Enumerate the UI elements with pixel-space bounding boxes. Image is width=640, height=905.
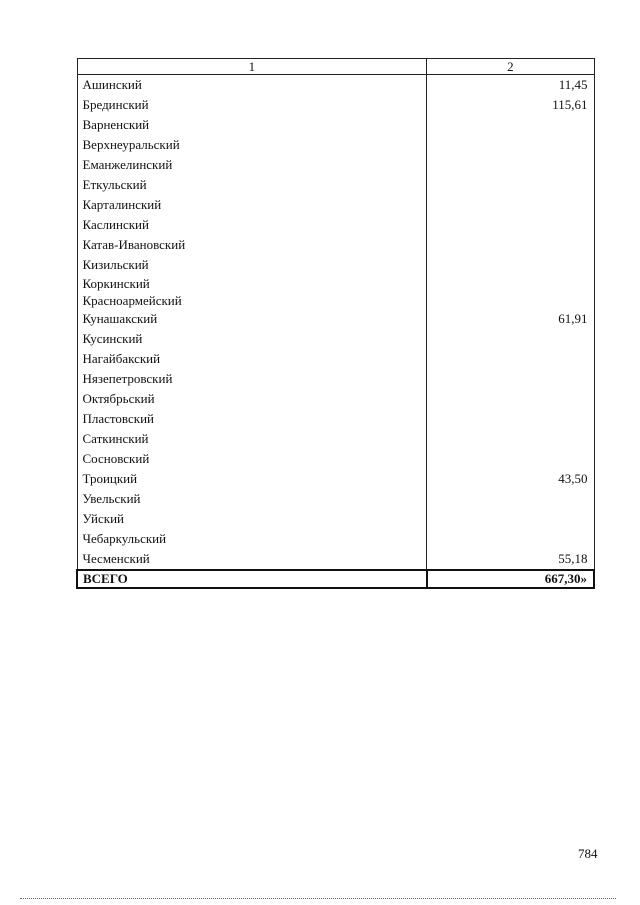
table-header-row (77, 59, 594, 75)
row-value (427, 155, 594, 175)
row-name: Варненский (77, 115, 427, 135)
row-value: 43,50 (427, 469, 594, 489)
row-value (427, 329, 594, 349)
row-name: Пластовский (77, 409, 427, 429)
row-name: Еманжелинский (77, 155, 427, 175)
row-value (427, 509, 594, 529)
table-row (77, 489, 594, 509)
row-name: Чебаркульский (77, 529, 427, 549)
row-value (427, 389, 594, 409)
table-row (77, 175, 594, 195)
total-label: ВСЕГО (77, 570, 427, 588)
row-value (427, 369, 594, 389)
row-value: 55,18 (427, 549, 594, 570)
row-value (427, 255, 594, 275)
table-row (77, 509, 594, 529)
row-value (427, 215, 594, 235)
header-col-1: 1 (77, 59, 427, 75)
table-row (77, 329, 594, 349)
row-name: Октябрьский (77, 389, 427, 409)
row-value (427, 115, 594, 135)
row-value: 115,61 (427, 95, 594, 115)
bottom-divider (20, 898, 616, 899)
row-value (427, 349, 594, 369)
table-row (77, 235, 594, 255)
row-name: Троицкий (77, 469, 427, 489)
row-name: Катав-Ивановский (77, 235, 427, 255)
table-row (77, 409, 594, 429)
row-value (427, 529, 594, 549)
table-row (77, 469, 594, 489)
table-row (77, 75, 594, 96)
total-value: 667,30» (427, 570, 594, 588)
table-row (77, 292, 594, 309)
row-value: 61,91 (427, 309, 594, 329)
row-value (427, 429, 594, 449)
table-row (77, 215, 594, 235)
row-name: Брединский (77, 95, 427, 115)
table-row (77, 275, 594, 292)
row-name: Еткульский (77, 175, 427, 195)
total-row (77, 570, 594, 588)
row-name: Ашинский (77, 75, 427, 96)
table-row (77, 449, 594, 469)
row-name: Сосновский (77, 449, 427, 469)
row-value: 11,45 (427, 75, 594, 96)
row-name: Нагайбакский (77, 349, 427, 369)
row-name: Уйский (77, 509, 427, 529)
table-row (77, 135, 594, 155)
row-value (427, 195, 594, 215)
row-name: Карталинский (77, 195, 427, 215)
table-row (77, 529, 594, 549)
header-col-2: 2 (427, 59, 594, 75)
table-row (77, 549, 594, 570)
table-row (77, 115, 594, 135)
row-value (427, 235, 594, 255)
row-value (427, 135, 594, 155)
row-value (427, 275, 594, 292)
row-name: Коркинский (77, 275, 427, 292)
row-name: Чесменский (77, 549, 427, 570)
row-name: Каслинский (77, 215, 427, 235)
table-row (77, 349, 594, 369)
table-row (77, 255, 594, 275)
row-name: Красноармейский (77, 292, 427, 309)
row-name: Увельский (77, 489, 427, 509)
row-value (427, 175, 594, 195)
table-row (77, 155, 594, 175)
row-name: Нязепетровский (77, 369, 427, 389)
table-row (77, 389, 594, 409)
row-name: Верхнеуральский (77, 135, 427, 155)
row-name: Кизильский (77, 255, 427, 275)
row-name: Кунашакский (77, 309, 427, 329)
page-number: 784 (578, 846, 598, 861)
row-value (427, 449, 594, 469)
row-value (427, 489, 594, 509)
row-name: Саткинский (77, 429, 427, 449)
row-value (427, 409, 594, 429)
table-row (77, 309, 594, 329)
table-row (77, 95, 594, 115)
data-table (76, 58, 595, 589)
table-row (77, 195, 594, 215)
row-value (427, 292, 594, 309)
row-name: Кусинский (77, 329, 427, 349)
table-row (77, 369, 594, 389)
table-row (77, 429, 594, 449)
